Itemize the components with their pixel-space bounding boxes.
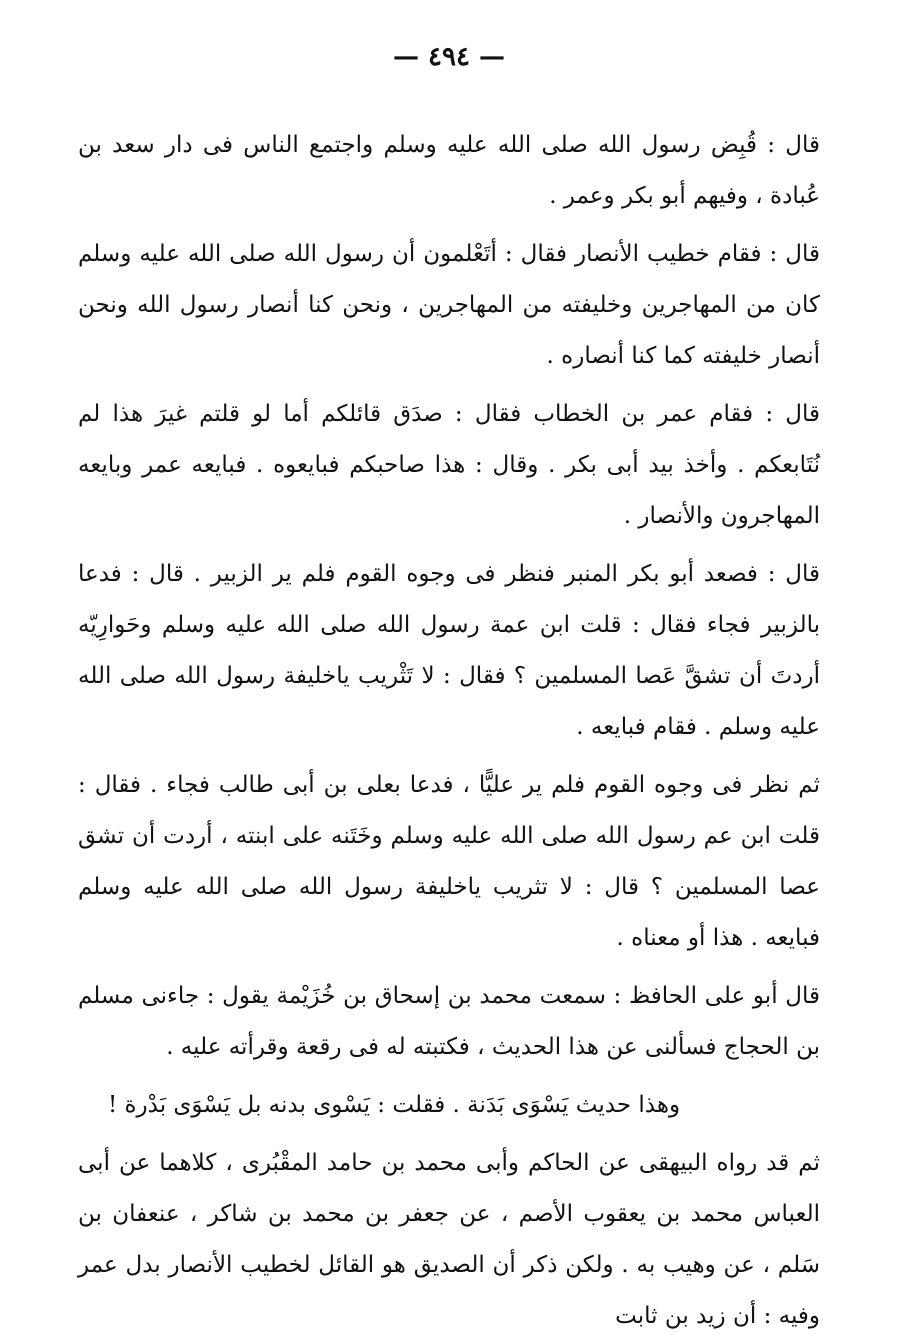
paragraph-1: قال : قُبِض رسول الله صلى الله عليه وسلم واجتمع الناس فى دار سعد بن عُبادة ، وفيهم أبو بكر وعمر . xyxy=(78,132,820,209)
page-body xyxy=(78,120,820,1342)
paragraph-6: قال أبو على الحافظ : سمعت محمد بن إسحاق بن خُزَيْمة يقول : جاءنى مسلم بن الحجاج فسألنى عن هذا الحديث ، فكتبته له فى رقعة وقرأته عليه . xyxy=(78,983,820,1060)
paragraph-3: قال : فقام عمر بن الخطاب فقال : صدَق قائلكم أما لو قلتم غيرَ هذا لم نُتَابعكم . وأخذ بيد أبى بكر . وقال : هذا صاحبكم فبايعوه . فبايعه عمر وبايعه المهاجرون والأنصار . xyxy=(78,401,820,529)
paragraph-7: وهذا حديث يَسْوَى بَدَنة . فقلت : يَسْوى بدنه بل يَسْوَى بَدْرة ! xyxy=(107,1092,681,1118)
page-number: — ٤٩٤ — xyxy=(392,42,506,72)
paragraph-8: ثم قد رواه البيهقى عن الحاكم وأبى محمد بن حامد المقْبُرى ، كلاهما عن أبى العباس محمد بن يعقوب الأصم ، عن جعفر بن محمد بن شاكر ، عنعفان بن سَلم ، عن وهيب به . ولكن ذكر أن الصديق هو القائل لخطيب الأنصار بدل عمر وفيه : أن زيد بن ثابت xyxy=(78,1150,820,1329)
paragraph-4: قال : فصعد أبو بكر المنبر فنظر فى وجوه القوم فلم ير الزبير . قال : فدعا بالزبير فجاء فقال : قلت ابن عمة رسول الله صلى الله عليه وسلم وحَوارِيّه أردتَ أن تشقَّ عَصا المسلمين ؟ فقال : لا تَثْريب ياخليفة رسول الله صلى الله عليه وسلم . فقام فبايعه . xyxy=(78,561,820,740)
paragraph-5: ثم نظر فى وجوه القوم فلم ير عليًّا ، فدعا بعلى بن أبى طالب فجاء . فقال : قلت ابن عم رسول الله صلى الله عليه وسلم وخَتَنه على ابنته ، أردت أن تشق عصا المسلمين ؟ قال : لا تثريب ياخليفة رسول الله صلى الله عليه وسلم فبايعه . هذا أو معناه . xyxy=(78,772,820,951)
paragraph-2: قال : فقام خطيب الأنصار فقال : أتَعْلمون أن رسول الله صلى الله عليه وسلم كان من المهاجرين وخليفته من المهاجرين ، ونحن كنا أنصار رسول الله ونحن أنصار خليفته كما كنا أنصاره . xyxy=(78,241,820,369)
